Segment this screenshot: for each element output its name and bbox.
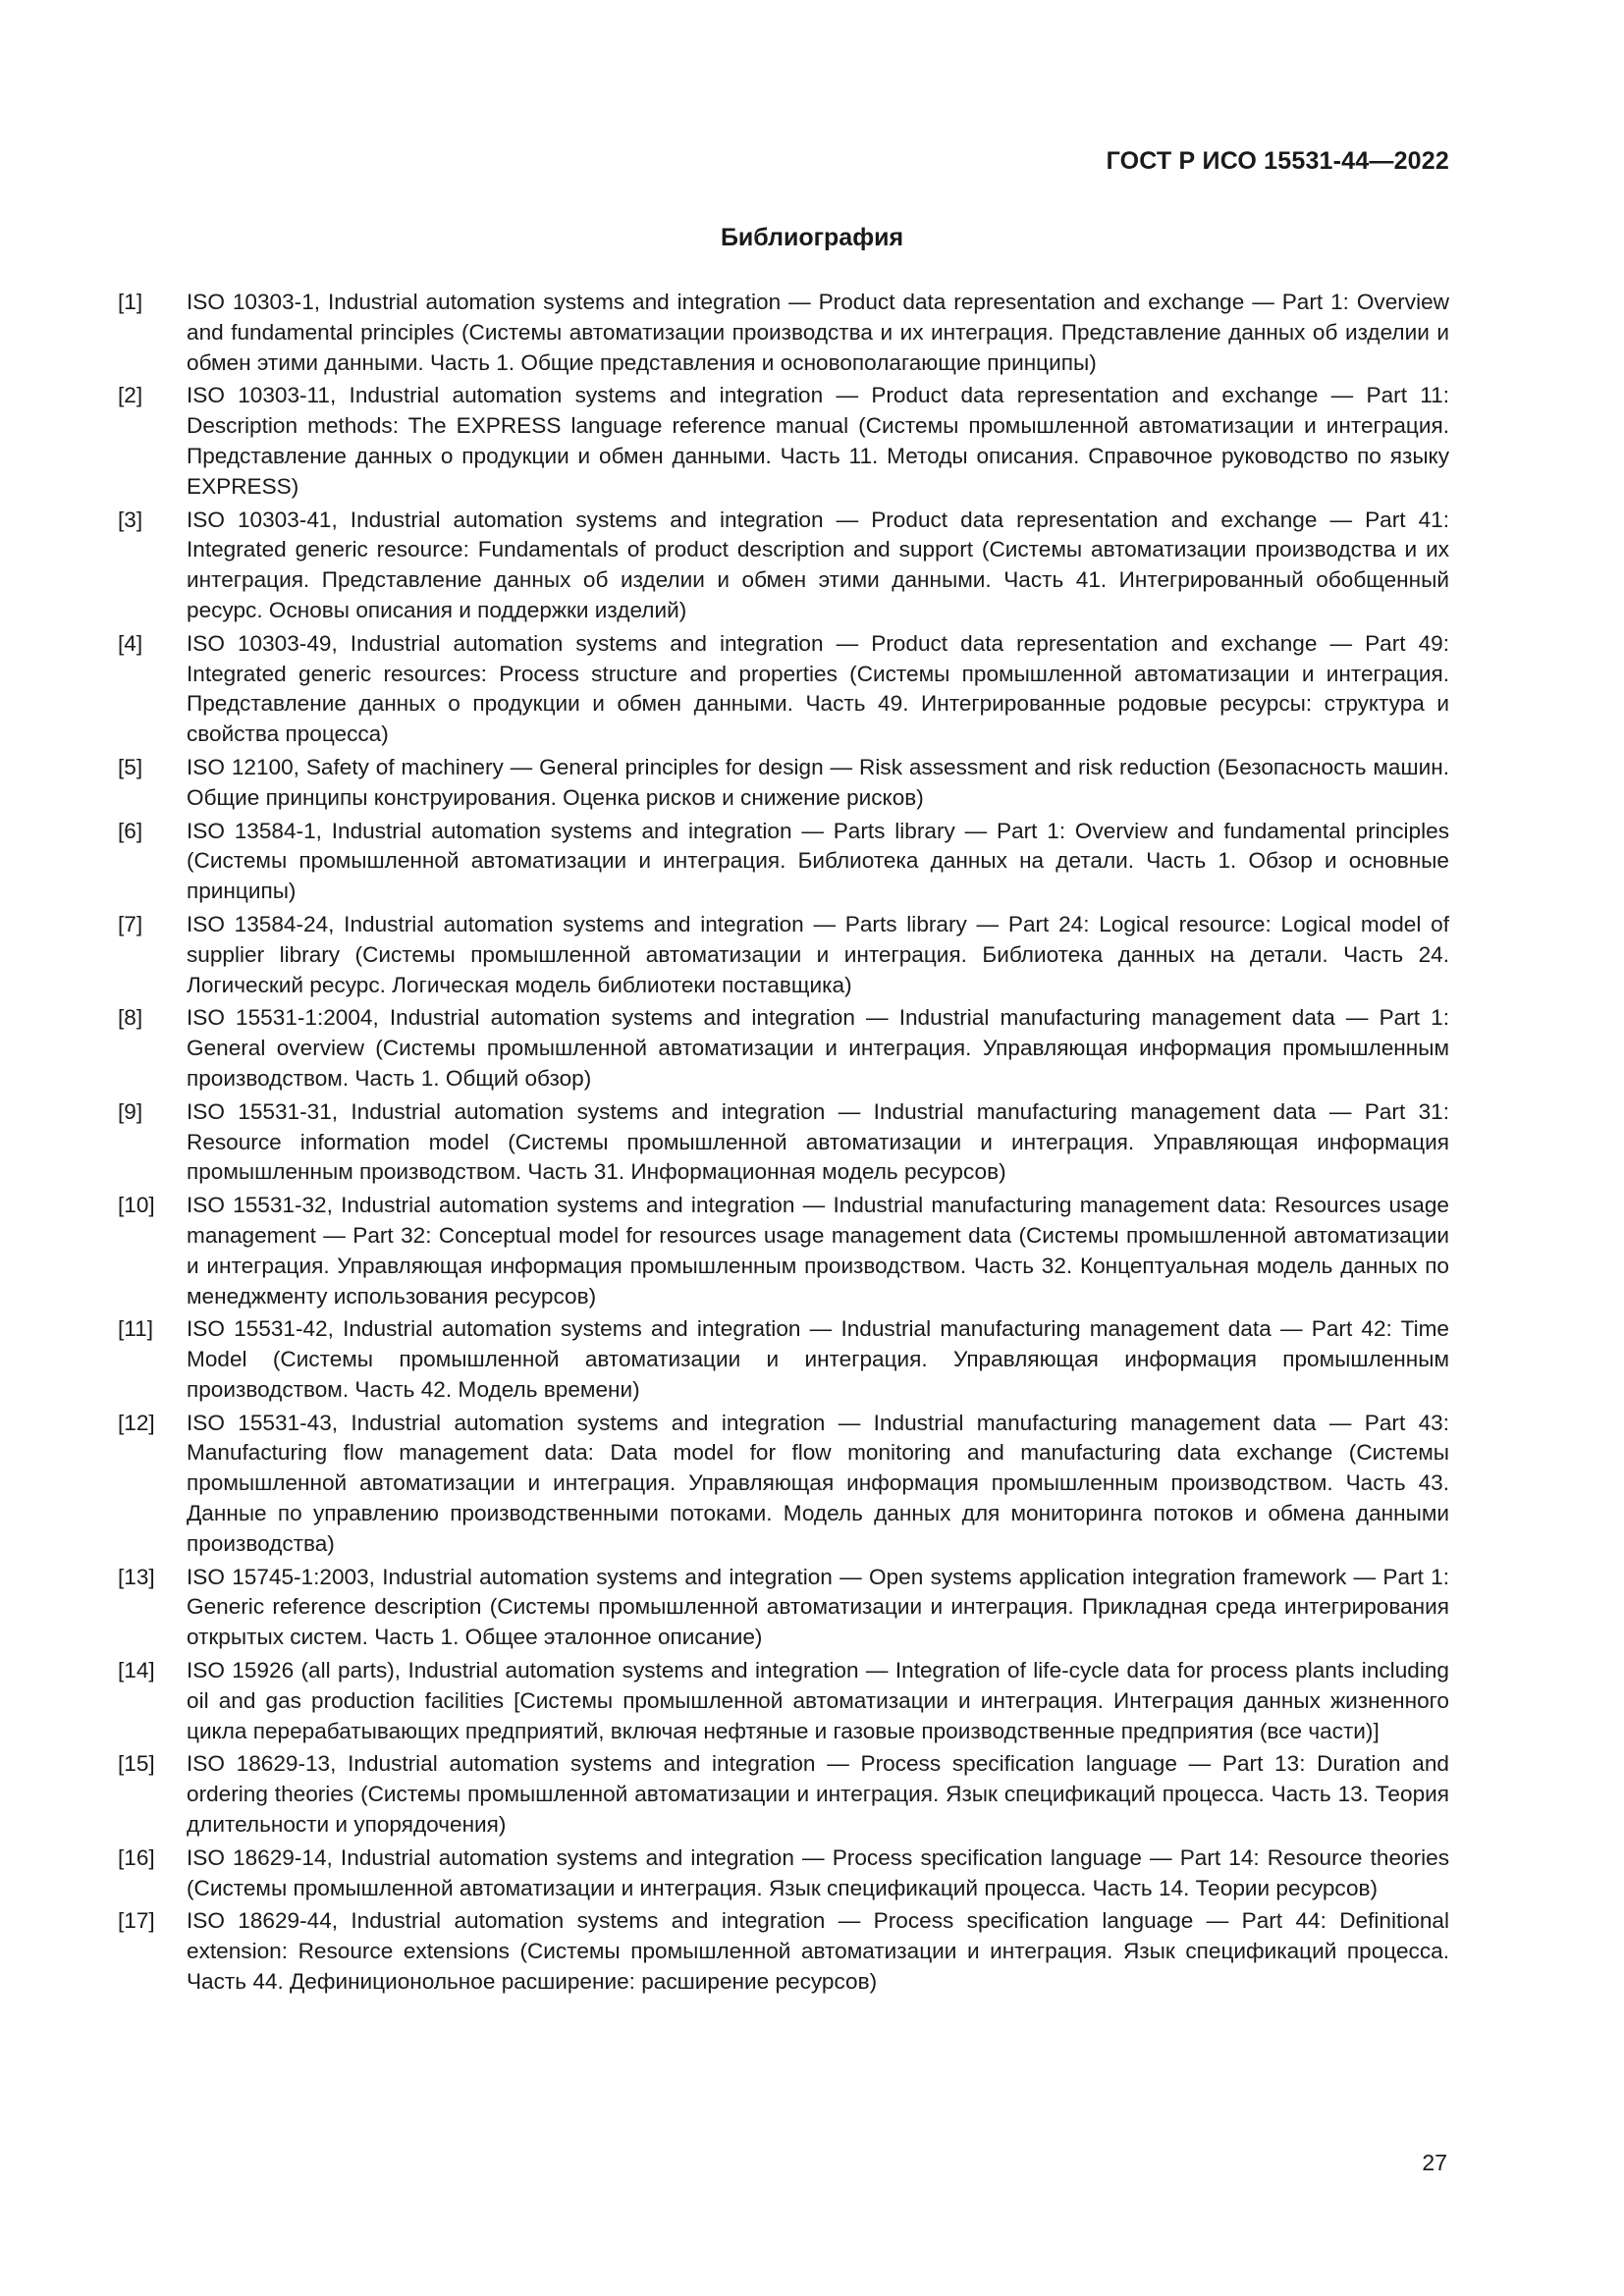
entry-text: ISO 10303-41, Industrial automation systems and integration — Product data representation and exchange — Part 41: Integrated generic resource: Fundamentals of product description and support (Системы автоматизации производства и их интеграция. Представление данных об изделии и обмен этими данными. Часть 41. Интегрированный обобщенный ресурс. Основы описания и поддержки изделий) (187, 507, 1449, 622)
bibliography-entry (118, 629, 1449, 750)
entry-text: ISO 15745-1:2003, Industrial automation systems and integration — Open systems application integration framework — Part 1: Generic reference description (Системы промышленной автоматизации и интеграция. Прикладная среда интегрирования открытых систем. Часть 1. Общее эталонное описание) (187, 1564, 1449, 1650)
entry-text: ISO 15531-1:2004, Industrial automation systems and integration — Industrial manufacturing management data — Part 1: General overview (Системы промышленной автоматизации и интеграция. Управляющая информация промышленным производством. Часть 1. Общий обзор) (187, 1005, 1449, 1091)
entry-text: ISO 18629-14, Industrial automation systems and integration — Process specification language — Part 14: Resource theories (Системы промышленной автоматизации и интеграция. Язык спецификаций процесса. Часть 14. Теории ресурсов) (187, 1844, 1449, 1900)
entry-number: [12] (118, 1410, 155, 1435)
bibliography-entry (118, 288, 1449, 378)
bibliography-entry (118, 506, 1449, 626)
entry-number: [1] (118, 290, 143, 314)
entry-text: ISO 13584-24, Industrial automation systems and integration — Parts library — Part 24: Logical resource: Logical model of supplier library (Системы промышленной автоматизации и интеграция. Библиотека данных на детали. Часть 24. Логический ресурс. Логическая модель библиотеки поставщика) (187, 911, 1449, 997)
entry-text: ISO 10303-1, Industrial automation systems and integration — Product data representation and exchange — Part 1: Overview and fundamental principles (Системы автоматизации производства и их интеграция. Представление данных об изделии и обмен этими данными. Часть 1. Общие представления и основополагающие принципы) (187, 290, 1449, 375)
bibliography-entry (118, 381, 1449, 502)
entry-text: ISO 13584-1, Industrial automation systems and integration — Parts library — Part 1: Overview and fundamental principles (Системы промышленной автоматизации и интеграция. Библиотека данных на детали. Часть 1. Обзор и основные принципы) (187, 818, 1449, 904)
entry-text: ISO 15531-43, Industrial automation systems and integration — Industrial manufacturing management data — Part 43: Manufacturing flow management data: Data model for flow monitoring and manufacturing data exchange (Системы промышленной автоматизации и интеграция. Управляющая информация промышленным производством. Часть 43. Данные по управлению производственными потоками. Модель данных для мониторинга потоков и обмена данными производства) (187, 1410, 1449, 1556)
bibliography-entry (118, 1409, 1449, 1560)
bibliography-entry (118, 1906, 1449, 1997)
entry-number: [15] (118, 1751, 155, 1777)
entry-text: ISO 18629-13, Industrial automation systems and integration — Process specification language — Part 13: Duration and ordering theories (Системы промышленной автоматизации и интеграция. Язык спецификаций процесса. Часть 13. Теория длительности и упорядочения) (187, 1751, 1449, 1838)
bibliography-entry (118, 1003, 1449, 1094)
entry-number: [11] (118, 1316, 154, 1342)
entry-number: [3] (118, 507, 143, 532)
entry-number: [17] (118, 1908, 155, 1934)
entry-text: ISO 15531-31, Industrial automation systems and integration — Industrial manufacturing management data — Part 31: Resource information model (Системы промышленной автоматизации и интеграция. Управляющая информация промышленным производством. Часть 31. Информационная модель ресурсов) (187, 1098, 1449, 1185)
entry-text: ISO 15926 (all parts), Industrial automation systems and integration — Integration of life-cycle data for process plants including oil and gas production facilities [Системы промышленной автоматизации и интеграция. Интеграция данных жизненного цикла перерабатывающих предприятий, включая нефтяные и газовые производственные предприятия (все части)] (187, 1658, 1449, 1743)
bibliography-entry (118, 910, 1449, 1000)
entry-number: [13] (118, 1564, 155, 1589)
bibliography-entry (118, 1749, 1449, 1840)
bibliography-entry (118, 817, 1449, 907)
entry-number: [5] (118, 754, 143, 779)
bibliography-entry (118, 1314, 1449, 1405)
entry-number: [16] (118, 1844, 155, 1870)
entry-number: [9] (118, 1098, 143, 1124)
bibliography-title: Библиография (720, 224, 904, 251)
entry-text: ISO 10303-49, Industrial automation systems and integration — Product data representation and exchange — Part 49: Integrated generic resources: Process structure and properties (Системы промышленной автоматизации и интеграция. Представление данных о продукции и обмен данными. Часть 49. Интегрированные родовые ресурсы: структура и свойства процесса) (187, 630, 1449, 747)
page-number: 27 (1422, 2150, 1447, 2175)
entry-text: ISO 18629-44, Industrial automation systems and integration — Process specification language — Part 44: Definitional extension: Resource extensions (Системы промышленной автоматизации и интеграция. Язык спецификаций процесса. Часть 44. Дефиниционольное расширение: расширение ресурсов) (187, 1908, 1449, 1995)
bibliography-entry (118, 753, 1449, 814)
bibliography-entry (118, 1097, 1449, 1188)
bibliography-entry (118, 1191, 1449, 1311)
bibliography-list (118, 288, 1449, 2001)
entry-text: ISO 15531-42, Industrial automation systems and integration — Industrial manufacturing management data — Part 42: Time Model (Системы промышленной автоматизации и интеграция. Управляющая информация промышленным производством. Часть 42. Модель времени) (187, 1316, 1449, 1402)
entry-number: [10] (118, 1193, 155, 1218)
bibliography-entry (118, 1563, 1449, 1653)
entry-text: ISO 10303-11, Industrial automation systems and integration — Product data representation and exchange — Part 11: Description methods: The EXPRESS language reference manual (Системы промышленной автоматизации и интеграция. Представление данных о продукции и обмен данными. Часть 11. Методы описания. Справочное руководство по языку EXPRESS) (187, 383, 1449, 499)
bibliography-entry (118, 1843, 1449, 1904)
entry-number: [8] (118, 1005, 143, 1031)
entry-text: ISO 12100, Safety of machinery — General principles for design — Risk assessment and risk reduction (Безопасность машин. Общие принципы конструирования. Оценка рисков и снижение рисков) (187, 754, 1449, 810)
entry-number: [14] (118, 1658, 155, 1683)
document-header-code: ГОСТ Р ИСО 15531-44—2022 (1106, 147, 1449, 175)
entry-number: [6] (118, 818, 143, 843)
entry-text: ISO 15531-32, Industrial automation systems and integration — Industrial manufacturing management data: Resources usage management — Part 32: Conceptual model for resources usage management data (Системы промышленной автоматизации и интеграция. Управляющая информация промышленным производством. Часть 32. Концептуальная модель данных по менеджменту использования ресурсов) (187, 1193, 1449, 1308)
entry-number: [2] (118, 383, 143, 408)
entry-number: [7] (118, 911, 143, 936)
entry-number: [4] (118, 630, 143, 656)
bibliography-entry (118, 1656, 1449, 1746)
